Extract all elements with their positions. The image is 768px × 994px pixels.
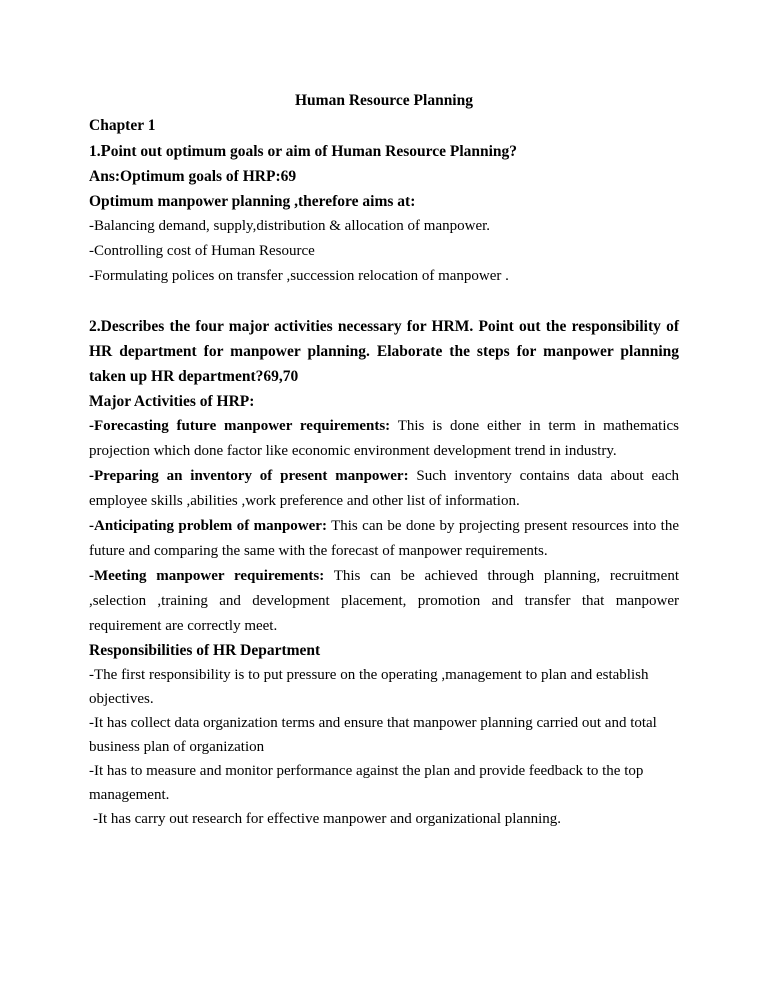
document-body [89,88,679,831]
list-item: -It has carry out research for effective manpower and organizational planning. [93,811,561,827]
activity-label: -Preparing an inventory of present manpower: [89,468,409,484]
aims-heading: Optimum manpower planning ,therefore aims at: [89,193,416,210]
activity-body: This can be achieved through planning, recruitment ,selection ,training and development placement, promotion and transfer that manpower requirement are correctly meet. [89,568,679,634]
question-1-heading [89,138,679,164]
answer-1-heading: Ans:Optimum goals of HRP:69 [89,168,297,185]
activity-forecasting [89,414,679,464]
question-1-lead-capital: P [100,141,111,160]
list-item: -It has to measure and monitor performance against the plan and provide feedback to the top management. [89,763,644,803]
activity-body: This can be done by projecting present resources into the future and comparing the same with the forecast of manpower requirements. [89,518,679,559]
document-title: Human Resource Planning [295,92,473,109]
major-activities-heading: Major Activities of HRP: [89,393,255,410]
activity-label: -Forecasting future manpower requirements: [89,418,391,434]
activity-body: Such inventory contains data about each employee skills ,abilities ,work preference and other list of information. [89,468,679,509]
chapter-heading: Chapter 1 [89,117,156,134]
activity-label: -Meeting manpower requirements: [89,568,325,584]
question-1-number: 1. [89,143,101,160]
activity-anticipating [89,514,679,564]
list-item: -Controlling cost of Human Resource [89,243,315,259]
list-item: -The first responsibility is to put pressure on the operating ,management to plan and establish objectives. [89,667,649,707]
list-item: -Formulating polices on transfer ,succession relocation of manpower . [89,268,509,284]
activity-inventory [89,464,679,514]
question-2-heading: 2.Describes the four major activities necessary for HRM. Point out the responsibility of HR department for manpower planning. Elaborate the steps for manpower planning taken up HR department?69,70 [89,318,679,385]
list-item: -It has collect data organization terms and ensure that manpower planning carried out and total business plan of organization [89,715,657,755]
activity-label: -Anticipating problem of manpower: [89,518,327,534]
activity-meeting [89,564,679,639]
activity-body: This is done either in term in mathematics projection which done factor like economic environment development trend in industry. [89,418,679,459]
question-1-text: oint out optimum goals or aim of Human Resource Planning? [110,143,518,160]
responsibilities-heading: Responsibilities of HR Department [89,642,321,659]
paragraph-spacer [89,289,679,314]
list-item: -Balancing demand, supply,distribution & allocation of manpower. [89,218,491,234]
